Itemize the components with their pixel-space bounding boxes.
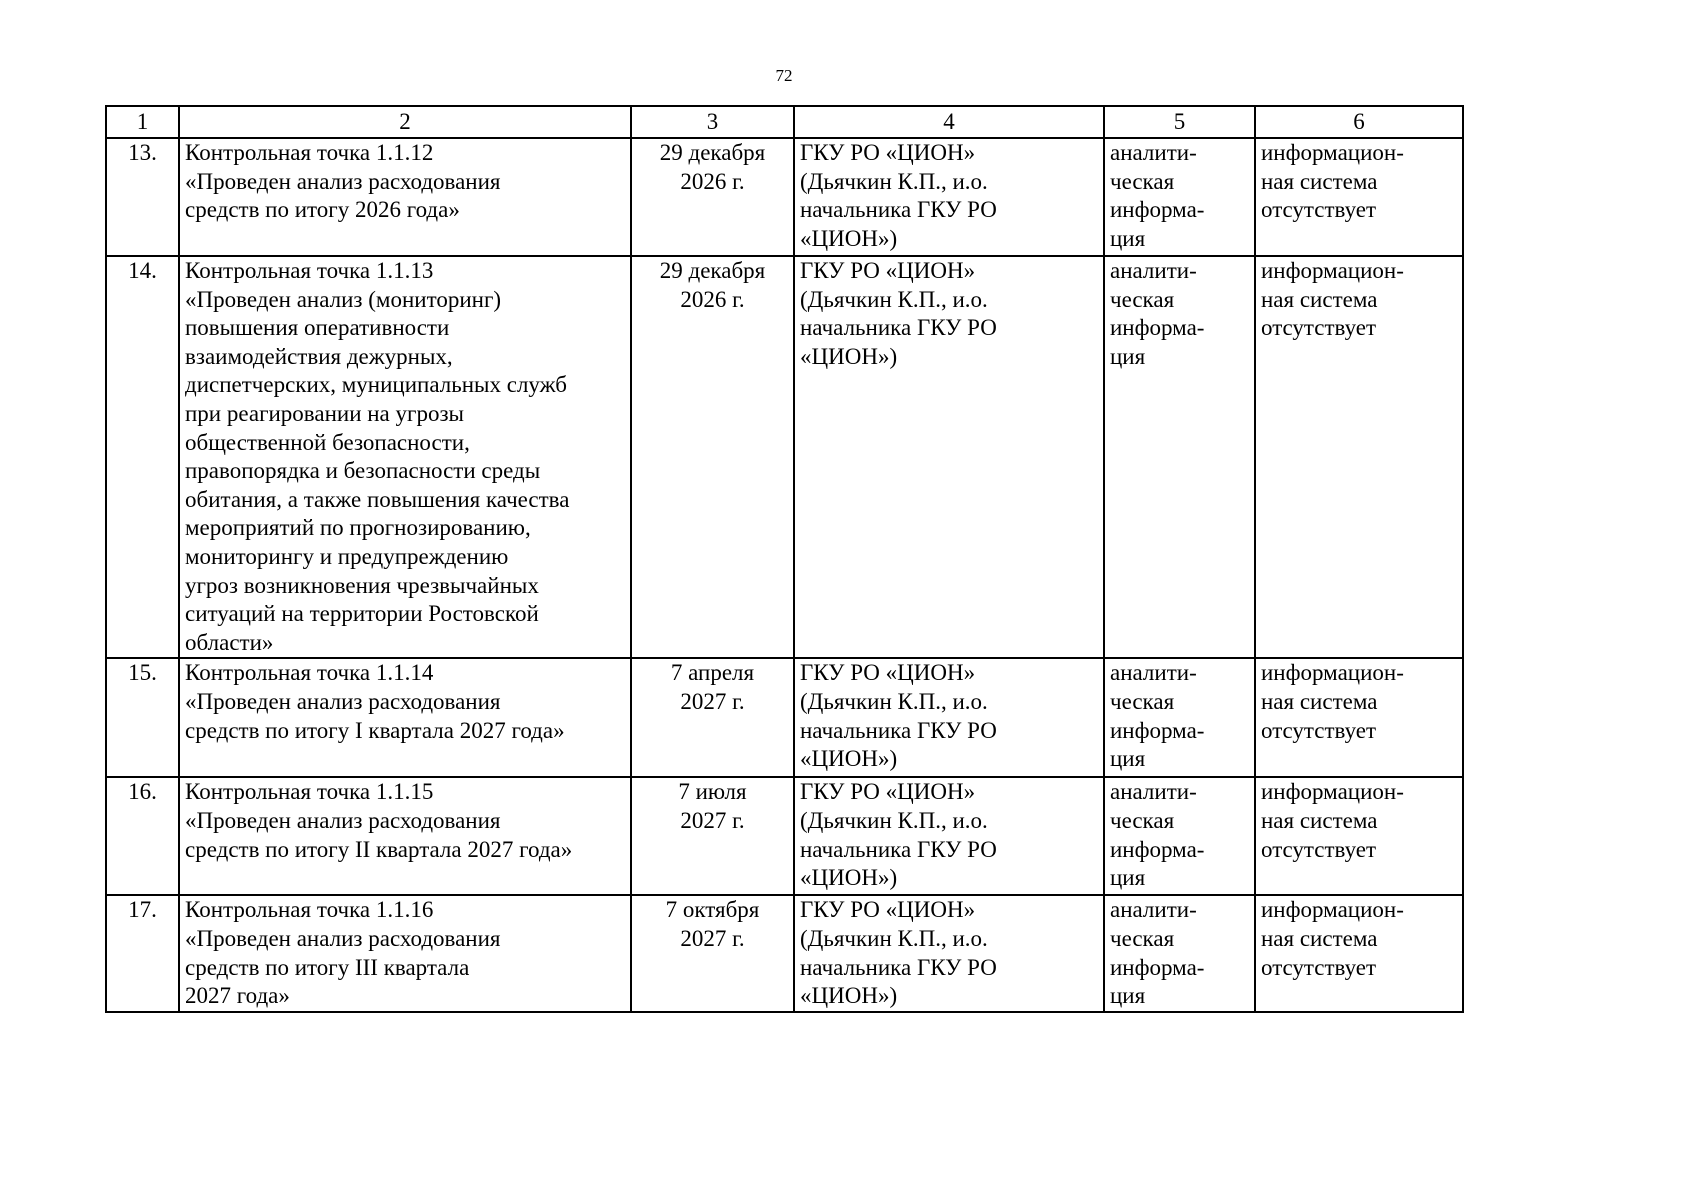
information-system [1255,138,1463,256]
text-line: мероприятий по прогнозированию, [185,515,531,541]
text-line: информа- [1110,836,1205,862]
text-line: ная система [1261,925,1378,951]
information-system [1255,777,1463,895]
text-line: 7 июля [678,779,747,805]
control-point-description [179,777,631,895]
deadline-date [631,256,794,658]
text-line: информа- [1110,315,1205,341]
row-number: 13. [106,138,179,256]
text-line: начальника ГКУ РО [800,197,997,223]
text-line: Контрольная точка 1.1.12 [185,140,434,165]
document-type [1104,658,1255,777]
text-line: «Проведен анализ расходования [185,925,501,951]
text-line: 2027 г. [680,925,745,951]
row-number: 17. [106,895,179,1011]
text-line: ная система [1261,688,1378,714]
text-line: (Дьячкин К.П., и.о. [800,807,988,833]
table-header-row [106,106,1463,138]
text-line: «ЦИОН») [800,225,898,251]
information-system [1255,658,1463,777]
text-line: «Проведен анализ (мониторинг) [185,286,502,312]
text-line: отсутствует [1261,836,1377,862]
deadline-date [631,895,794,1011]
text-line: 2027 года» [185,983,290,1009]
text-line: «ЦИОН») [800,343,898,369]
information-system [1255,256,1463,658]
text-line: ция [1110,746,1146,772]
responsible-executor [794,777,1104,895]
control-point-description [179,256,631,658]
row-number: 14. [106,256,179,658]
page-number: 72 [775,66,793,85]
table-row [106,777,1463,895]
text-line: Контрольная точка 1.1.15 [185,779,434,805]
column-header: 2 [179,106,631,138]
text-line: ческая [1110,688,1175,714]
text-line: аналити- [1110,779,1197,805]
text-line: Контрольная точка 1.1.14 [185,660,434,686]
text-line: отсутствует [1261,197,1377,223]
text-line: информацион- [1261,897,1404,923]
column-header: 4 [794,106,1104,138]
information-system [1255,895,1463,1011]
deadline-date [631,777,794,895]
text-line: информацион- [1261,779,1404,805]
text-line: ция [1110,865,1146,891]
text-line: информацион- [1261,660,1404,686]
text-line: (Дьячкин К.П., и.о. [800,925,988,951]
text-line: 7 апреля [670,660,755,686]
text-line: начальника ГКУ РО [800,836,997,862]
text-line: общественной безопасности, [185,429,470,455]
responsible-executor [794,895,1104,1011]
text-line: информа- [1110,197,1205,223]
table-row [106,895,1463,1011]
text-line: начальника ГКУ РО [800,954,997,980]
document-type [1104,256,1255,658]
responsible-executor [794,658,1104,777]
text-line: правопорядка и безопасности среды [185,458,541,484]
text-line: угроз возникновения чрезвычайных [185,572,539,598]
text-line: взаимодействия дежурных, [185,343,453,369]
text-line: при реагировании на угрозы [185,400,464,426]
text-line: обитания, а также повышения качества [185,486,570,512]
text-line: 2026 г. [680,168,745,194]
text-line: Контрольная точка 1.1.16 [185,897,434,923]
text-line: средств по итогу III квартала [185,954,470,980]
deadline-date [631,138,794,256]
row-number: 16. [106,777,179,895]
text-line: Контрольная точка 1.1.13 [185,258,434,283]
text-line: «Проведен анализ расходования [185,807,501,833]
text-line: 29 декабря [659,140,766,165]
control-point-description [179,138,631,256]
column-header: 5 [1104,106,1255,138]
text-line: информа- [1110,954,1205,980]
control-point-description [179,895,631,1011]
text-line: 2027 г. [680,688,745,714]
text-line: средств по итогу I квартала 2027 года» [185,717,565,743]
text-line: «Проведен анализ расходования [185,168,501,194]
text-line: средств по итогу II квартала 2027 года» [185,836,573,862]
text-line: начальника ГКУ РО [800,315,997,341]
text-line: ческая [1110,286,1175,312]
text-line: повышения оперативности [185,315,450,341]
text-line: области» [185,629,274,655]
text-line: ческая [1110,807,1175,833]
text-line: (Дьячкин К.П., и.о. [800,286,988,312]
document-type [1104,895,1255,1011]
text-line: аналити- [1110,660,1197,686]
table-row [106,658,1463,777]
text-line: информацион- [1261,140,1404,165]
control-point-description [179,658,631,777]
document-type [1104,138,1255,256]
text-line: начальника ГКУ РО [800,717,997,743]
text-line: ная система [1261,807,1378,833]
text-line: ГКУ РО «ЦИОН» [800,897,976,923]
text-line: мониторингу и предупреждению [185,543,509,569]
text-line: информацион- [1261,258,1404,283]
text-line: ная система [1261,168,1378,194]
text-line: ГКУ РО «ЦИОН» [800,660,976,686]
document-type [1104,777,1255,895]
table-row [106,256,1463,658]
text-line: ческая [1110,925,1175,951]
text-line: 2026 г. [680,286,745,312]
text-line: диспетчерских, муниципальных служб [185,372,567,398]
text-line: ция [1110,983,1146,1009]
deadline-date [631,658,794,777]
text-line: ГКУ РО «ЦИОН» [800,140,976,165]
column-header: 1 [106,106,179,138]
text-line: ГКУ РО «ЦИОН» [800,779,976,805]
text-line: ция [1110,225,1146,251]
text-line: ситуаций на территории Ростовской [185,601,539,627]
text-line: аналити- [1110,897,1197,923]
column-header: 3 [631,106,794,138]
text-line: средств по итогу 2026 года» [185,197,460,223]
text-line: 2027 г. [680,807,745,833]
row-number: 15. [106,658,179,777]
text-line: ческая [1110,168,1175,194]
text-line: «ЦИОН») [800,983,898,1009]
text-line: отсутствует [1261,315,1377,341]
text-line: ция [1110,343,1146,369]
text-line: «Проведен анализ расходования [185,688,501,714]
text-line: аналити- [1110,140,1197,165]
text-line: ная система [1261,286,1378,312]
text-line: информа- [1110,717,1205,743]
control-points-table [105,105,1464,1013]
text-line: ГКУ РО «ЦИОН» [800,258,976,283]
text-line: (Дьячкин К.П., и.о. [800,688,988,714]
table-row [106,138,1463,256]
text-line: отсутствует [1261,717,1377,743]
text-line: (Дьячкин К.П., и.о. [800,168,988,194]
responsible-executor [794,138,1104,256]
column-header: 6 [1255,106,1463,138]
text-line: отсутствует [1261,954,1377,980]
responsible-executor [794,256,1104,658]
text-line: 29 декабря [659,258,766,283]
text-line: 7 октября [665,897,760,923]
text-line: аналити- [1110,258,1197,283]
text-line: «ЦИОН») [800,865,898,891]
text-line: «ЦИОН») [800,746,898,772]
